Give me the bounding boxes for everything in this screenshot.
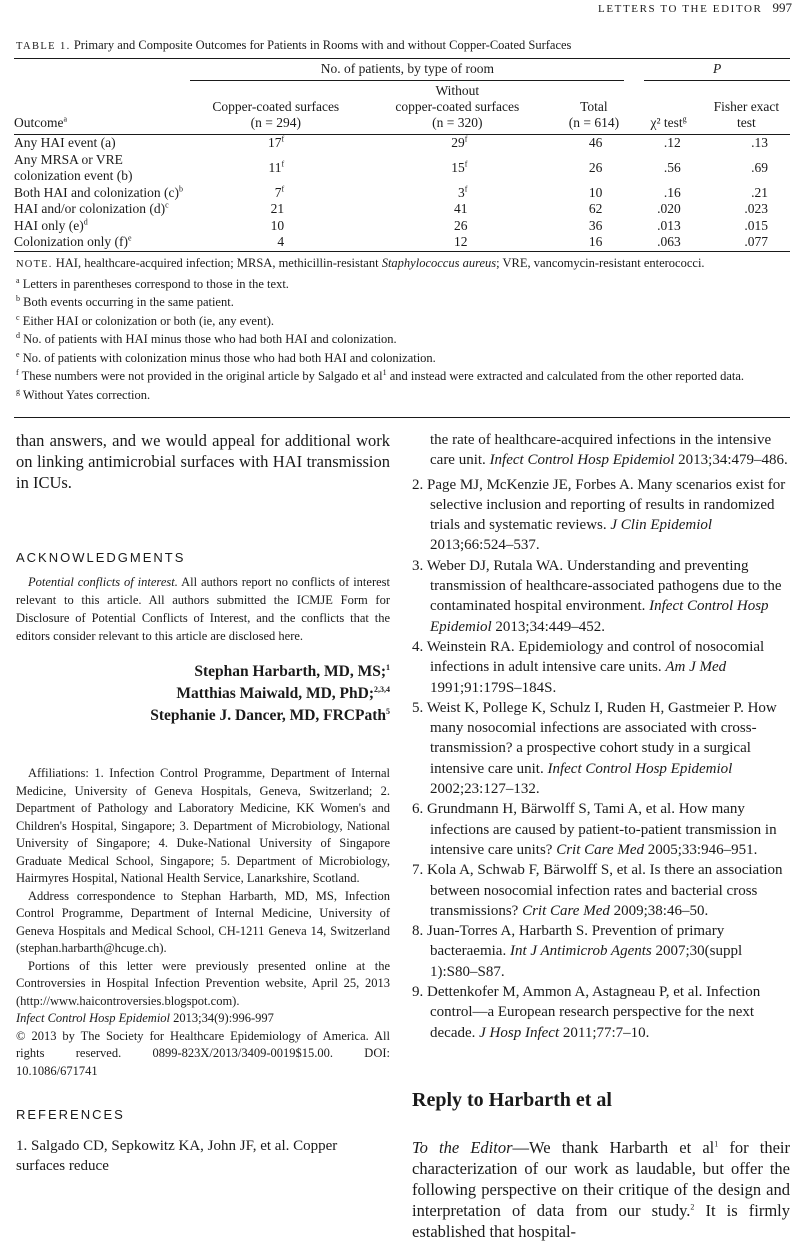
author-2: Matthias Maiwald, MD, PhD;$^{2,3,4}$	[176, 684, 390, 702]
cell-fisher: .077	[744, 234, 768, 249]
group-header-cell	[190, 59, 634, 84]
cell-copper: 7$^f$	[274, 184, 285, 200]
cell-total: 36	[588, 217, 603, 233]
reference-item: 5. Weist K, Pollege K, Schulz I, Ruden H, Gastmeier P. How many nosocomial infections are associated with cross-transmission? a prospective cohort study in a surgical intensive care unit. Infect Control Hosp Epidemiol 2002;23:127–132.	[412, 699, 777, 798]
page-number: 997	[772, 0, 792, 15]
cell-outcome: HAI and/or colonization $(d)^c$	[14, 200, 169, 216]
reference-item: 7. Kola A, Schwab F, Bärwolff S, et al. Is there an association between nosocomial infection rates and bacterial cross transmissions? Crit Care Med 2009;38:46–50.	[412, 862, 783, 919]
cell-copper: 21	[270, 201, 285, 216]
cell-outcome: Any HAI event (a)	[14, 135, 116, 150]
table-row	[14, 234, 790, 251]
footnote-e: $^e$ No. of patients with colonization minus those who had both HAI and colonization.	[16, 349, 436, 365]
cell-without: 41	[453, 201, 468, 216]
table-body	[14, 135, 790, 252]
affiliations: Affiliations: 1. Infection Control Programme, Department of Internal Medicine, University of Geneva Hospitals, Geneva, Switzerland; 2. Department of Pathology and Laboratory Medicine, KK Women's and Children's Hospital, Singapore; 3. Department of Microbiology, National University of Singapore; 4. Duke-National University of Singapore Graduate Medical School, Singapore; 5. Department of Microbiology, Hairmyres Hospital, National Health Service, Lanarkshire, Scotland.	[16, 766, 390, 885]
header-spacer	[14, 59, 190, 84]
right-column	[412, 430, 790, 1242]
letter-continuation: than answers, and we would appeal for additional work on linking antimicrobial surfaces with HAI transmission in ICUs.	[16, 431, 390, 492]
footnote-b: $^b$ Both events occurring in the same patient.	[16, 293, 234, 309]
note-line: NOTE. HAI, healthcare-acquired infection; MRSA, methicillin-resistant Staphylococcus aureus; VRE, vancomycin-resistant enterococci.	[16, 256, 705, 270]
cell-copper: 4	[277, 234, 285, 249]
table-notes	[16, 254, 786, 404]
col-total: Total (n = 614)	[568, 99, 620, 130]
cell-fisher: .21	[751, 184, 768, 200]
cell-chi: .56	[663, 159, 681, 175]
cell-chi: .013	[657, 217, 681, 233]
cell-chi: .063	[657, 234, 681, 249]
p-header-cell	[634, 59, 790, 84]
table-row	[14, 218, 790, 235]
portions-note: Portions of this letter were previously presented online at the Controversies in Hospital Infection Prevention website, April 25, 2013 (http://www.haicontroversies.blogspot.com).	[16, 958, 390, 1008]
left-column	[16, 430, 390, 1176]
footnote-g: $^g$ Without Yates correction.	[16, 386, 151, 402]
cell-outcome: Colonization only $(f)^e$	[14, 233, 132, 249]
cell-total: 62	[588, 201, 603, 216]
reference-item: 3. Weber DJ, Rutala WA. Understanding and preventing transmission of healthcare-associated pathogens due to the contaminated hospital environment. Infect Control Hosp Epidemiol 2013;34:449–452.	[412, 557, 782, 635]
table-label: TABLE 1.	[16, 41, 71, 52]
p-header: P	[713, 61, 722, 76]
reference-list	[412, 475, 790, 1043]
author-3: Stephanie J. Dancer, MD, FRCPath$^5$	[150, 706, 390, 724]
reference-1-start: 1. Salgado CD, Sepkowitz KA, John JF, et al. Copper surfaces reduce	[16, 1138, 338, 1174]
table-row	[14, 185, 790, 202]
col-without: Without copper-coated surfaces (n = 320)	[395, 83, 520, 130]
running-head	[598, 0, 792, 16]
copyright: © 2013 by The Society for Healthcare Epidemiology of America. All rights reserved. 0899-823X/2013/3409-0019$15.00. DOI: 10.1086/671741	[16, 1028, 390, 1078]
col-chi: χ² test$^g$	[650, 114, 687, 130]
cell-outcome: Both HAI and colonization $(c)^b$	[14, 184, 183, 200]
group-header: No. of patients, by type of room	[190, 61, 624, 81]
cell-fisher: .023	[744, 201, 768, 216]
reply-body: To the Editor—We thank Harbarth et $al^1$ for their characterization of our work as laudable, but offer the following perspective on their critique of the design and interpretation of data from our study.$^2$ It is firmly established that hospital-	[412, 1137, 791, 1241]
citation: Infect Control Hosp Epidemiol 2013;34(9):996-997	[16, 1011, 274, 1025]
cell-total: 16	[588, 234, 603, 249]
cell-total: 10	[588, 184, 603, 200]
cell-fisher: .13	[751, 135, 768, 150]
table-row	[14, 152, 790, 185]
correspondence: Address correspondence to Stephan Harbarth, MD, MS, Infection Control Programme, Department of Internal Medicine, University of Geneva Hospitals and Medical School, CH-1211 Geneva 14, Switzerland (stephan.harbarth@hcuge.ch).	[16, 888, 390, 955]
cell-without: 15$^f$	[451, 159, 468, 175]
cell-copper: 11$^f$	[268, 159, 285, 175]
reference-item: 2. Page MJ, McKenzie JE, Forbes A. Many scenarios exist for selective inclusion and reporting of results in randomized trials and systematic reviews. J Clin Epidemiol 2013;66:524–537.	[412, 476, 786, 554]
col-fisher: Fisher exact test	[713, 99, 780, 130]
conflicts-statement: Potential conflicts of interest. All authors report no conflicts of interest relevant to this article. All authors submitted the ICMJE Form for Disclosure of Potential Conflicts of Interest, and the conflicts that the editors consider relevant to this article are disclosed here.	[16, 575, 390, 643]
reference-item: 9. Dettenkofer M, Ammon A, Astagneau P, et al. Infection control—a European research perspective for the next decade. J Hosp Infect 2011;77:7–10.	[412, 984, 761, 1041]
table-title: Primary and Composite Outcomes for Patients in Rooms with and without Copper-Coated Surfaces	[73, 38, 572, 52]
outcomes-table	[14, 58, 790, 252]
author-block	[16, 661, 390, 727]
footnote-f: $^f$ These numbers were not provided in the original article by Salgado et $al^1$ and instead were extracted and calculated from the other reported data.	[16, 367, 745, 383]
running-head-title: LETTERS TO THE EDITOR	[598, 3, 763, 15]
table-separator	[14, 417, 790, 418]
reference-1-continued: the rate of healthcare-acquired infections in the intensive care unit. Infect Control Hosp Epidemiol 2013;34:479–486.	[430, 432, 788, 469]
references-heading: REFERENCES	[16, 1107, 125, 1122]
acknowledgments-heading: ACKNOWLEDGMENTS	[16, 550, 186, 565]
cell-without: 12	[453, 234, 468, 249]
cell-chi: .020	[657, 201, 681, 216]
cell-fisher: .69	[751, 159, 768, 175]
cell-copper: 10	[270, 217, 285, 233]
table-caption	[16, 38, 571, 53]
cell-without: 29$^f$	[451, 134, 468, 150]
reference-item: 4. Weinstein RA. Epidemiology and control of nosocomial infections in adult intensive care units. Am J Med 1991;91:179S–184S.	[412, 638, 765, 696]
cell-total: 26	[588, 159, 603, 175]
col-outcome: Outcome$^a$	[14, 114, 68, 130]
footnote-a: $^a$ Letters in parentheses correspond to those in the text.	[16, 275, 289, 291]
cell-chi: .12	[663, 135, 681, 150]
col-copper: Copper-coated surfaces (n = 294)	[212, 99, 340, 130]
table-row	[14, 201, 790, 218]
affiliations-block	[16, 765, 390, 1080]
author-1: Stephan Harbarth, MD, MS;$^1$	[194, 662, 390, 680]
cell-total: 46	[588, 135, 603, 150]
cell-outcome: Any MRSA or VRE colonization event (b)	[14, 151, 133, 183]
cell-copper: 17$^f$	[268, 134, 285, 150]
footnote-d: $^d$ No. of patients with HAI minus those who had both HAI and colonization.	[16, 330, 397, 346]
cell-fisher: .015	[744, 217, 768, 233]
footnote-c: $^c$ Either HAI or colonization or both (ie, any event).	[16, 312, 274, 328]
cell-without: 26	[453, 217, 468, 233]
cell-without: 3$^f$	[458, 184, 468, 200]
reply-title: Reply to Harbarth et al	[412, 1088, 612, 1111]
cell-outcome: HAI only $(e)^d$	[14, 217, 88, 233]
table-row	[14, 135, 790, 152]
cell-chi: .16	[663, 184, 681, 200]
reference-item: 6. Grundmann H, Bärwolff S, Tami A, et al. How many infections are caused by patient-to-patient transmission in intensive care units? Crit Care Med 2005;33:946–951.	[412, 801, 777, 858]
reference-item: 8. Juan-Torres A, Harbarth S. Prevention of primary bacteraemia. Int J Antimicrob Agents 2007;30(suppl 1):S80–S87.	[412, 923, 743, 980]
